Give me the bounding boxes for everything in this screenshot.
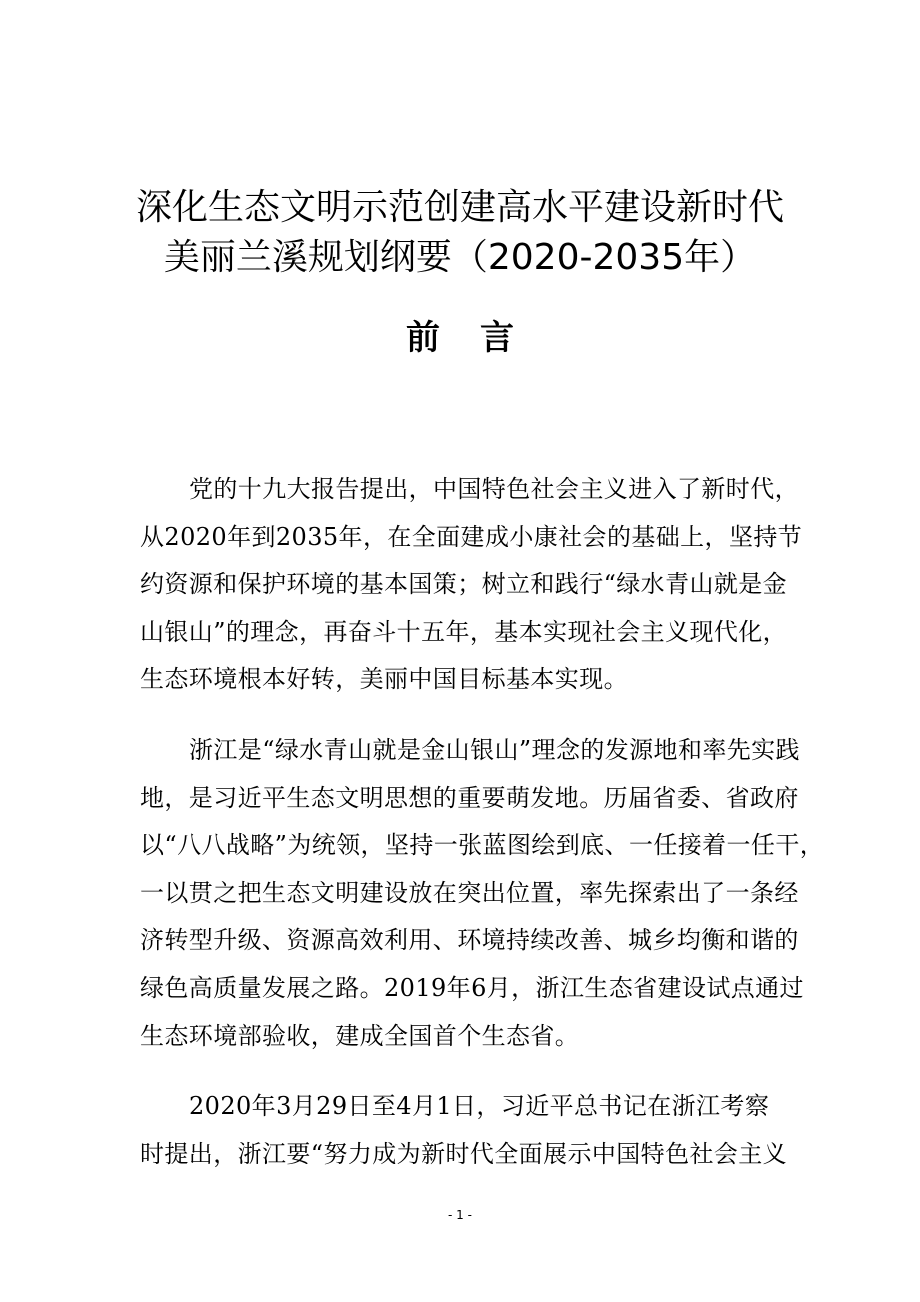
- paragraph-2-line-6: 绿色高质量发展之路。2019年6月，浙江生态省建设试点通过: [140, 974, 804, 1002]
- paragraph-3-line-1: 2020年3月29日至4月1日，习近平总书记在浙江考察: [189, 1092, 770, 1120]
- page-number: - 1 -: [448, 1208, 472, 1222]
- paragraph-1-line-4: 山银山”的理念，再奋斗十五年，基本实现社会主义现代化，: [140, 618, 788, 646]
- paragraph-1-line-1: 党的十九大报告提出，中国特色社会主义进入了新时代，: [189, 475, 799, 503]
- document-title-line-1: 深化生态文明示范创建高水平建设新时代: [135, 187, 784, 228]
- section-heading: 前言: [406, 318, 554, 358]
- paragraph-2-line-3: 以“八八战略”为统领，坚持一张蓝图绘到底、一任接着一任干，: [140, 831, 825, 859]
- paragraph-2-line-1: 浙江是“绿水青山就是金山银山”理念的发源地和率先实践: [189, 736, 800, 764]
- paragraph-1-line-3: 约资源和保护环境的基本国策；树立和践行“绿水青山就是金: [140, 570, 788, 598]
- paragraph-2-line-2: 地，是习近平生态文明思想的重要萌发地。历届省委、省政府: [140, 784, 799, 812]
- document-title-line-2: 美丽兰溪规划纲要（2020-2035年）: [163, 237, 757, 278]
- paragraph-3-line-2: 时提出，浙江要“努力成为新时代全面展示中国特色社会主义: [140, 1140, 788, 1168]
- paragraph-1-line-5: 生态环境根本好转，美丽中国目标基本实现。: [140, 665, 628, 693]
- paragraph-2-line-7: 生态环境部验收，建成全国首个生态省。: [140, 1022, 580, 1050]
- paragraph-1-line-2: 从2020年到2035年，在全面建成小康社会的基础上，坚持节: [140, 523, 803, 551]
- paragraph-2-line-4: 一以贯之把生态文明建设放在突出位置，率先探索出了一条经: [140, 879, 799, 907]
- paragraph-2-line-5: 济转型升级、资源高效利用、环境持续改善、城乡均衡和谐的: [140, 926, 799, 954]
